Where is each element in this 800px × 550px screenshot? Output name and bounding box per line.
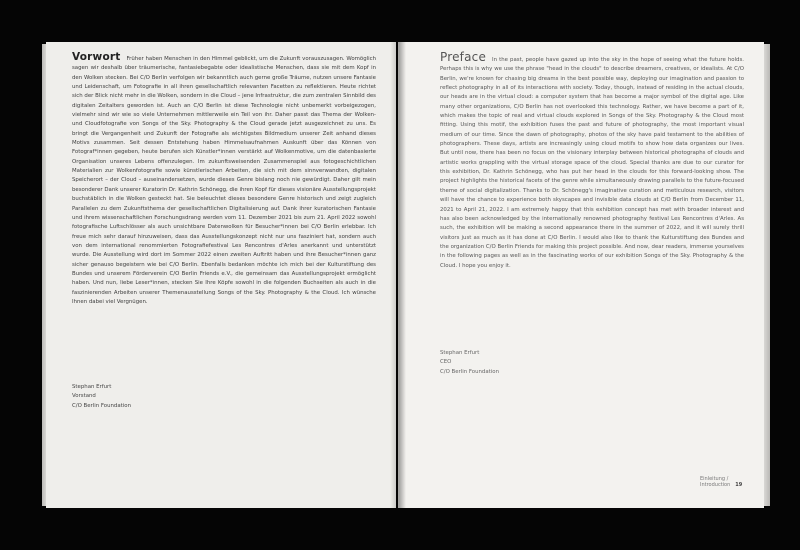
english-preface — [440, 50, 744, 271]
right-page — [398, 42, 764, 508]
heading-vorwort: Vorwort — [72, 51, 121, 63]
preface-body: In the past, people have gazed up into the sky in the hope of seeing what the future holds. Perhaps this is why we use the phrase "head in the clouds" to describe dreamers, creatives, or idealists. At C/O Berlin, we're known for chasing big dreams in the best possible way, deploying our imagination and passion to reflect photography in all of its interactions with society. Today, though, instead of residing in the actual clouds, our heads are in the virtual cloud: a computer system that has become a major symbol of the digital age. Like many other organizations, C/O Berlin has not overlooked this technology. Rather, we have become a part of it, which makes the topic of real and virtual clouds explored in Songs of the Sky. Photography & the Cloud most fitting. Using this motif, the exhibition fuses the past and future of photography, the most important visual medium of our time. Since the dawn of photography, photos of the sky have paid testament to the abilities of photographers. These days, artists are increasingly using cloud motifs to show how data organizes our lives. But until now, there has been no focus on the visionary interplay between historical photographs of clouds and artistic works grappling with the virtual storage space of the cloud. Special thanks are due to our curator for this exhibition, Dr. Kathrin Schönegg, who has put her head in the clouds for this forward-looking show. The project highlights the historical facets of the genre while simultaneously drawing parallels to the future-focused theme of social digitalization. Thanks to Dr. Schönegg's imaginative curation and meticulous research, visitors will have the chance to experience both skyscapes and invisible data clouds at C/O Berlin from December 11, 2021 to April 21, 2022. I am extremely happy that this exhibition concept has met with broader interest and has also been acknowledged by the internationally renowned photography festival Les Rencontres d'Arles. As such, the exhibition will be making a second appearance there in the summer of 2022, and it will surely thrill visitors just as much as it has done at C/O Berlin. I would also like to thank the Kulturstiftung des Bundes and the organization C/O Berlin Friends for making this project possible. And now, dear readers, immerse yourselves in the following pages as well as in the fascinating works of our exhibition Songs of the Sky. Photography & the Cloud. I hope you enjoy it. — [440, 57, 744, 269]
signature-org: C/O Berlin Foundation — [72, 402, 131, 409]
footer-section: Einleitung / Introduction — [700, 476, 731, 488]
german-foreword — [72, 53, 376, 307]
left-page — [46, 42, 396, 508]
page-stack-right-edge — [764, 44, 770, 506]
book-gutter — [390, 42, 406, 508]
foreword-body: Früher haben Menschen in den Himmel geblickt, um die Zukunft vorauszusagen. Womöglich sagen wir deshalb über träumerische, fantasiebegabte oder idealistische Menschen, dass sie mit dem Kopf in den Wolken stecken. Bei C/O Berlin verfolgen wir bekanntlich auch gerne große Träume, nutzen unsere Fantasie und Leidenschaft, um Fotografie in all ihren gesellschaftlich relevanten Facetten zu reflektieren. Heute richtet sich der Blick nicht mehr in die Wolken, sondern in die Cloud – jene Infrastruktur, die zum zentralen Sinnbild des digitalen Zeitalters geworden ist. Auch an C/O Berlin ist diese Technologie nicht unbemerkt vorbeigezogen, vielmehr sind wir wie so viele Unternehmen mittlerweile ein Teil von ihr. Daher passt das Thema der Wolken- und Cloudfotografie von Songs of the Sky. Photography & the Cloud gerade jetzt ausgezeichnet zu uns. Es bringt die Vergangenheit und Zukunft der Fotografie als wichtigstes Bildmedium unserer Zeit anhand dieses Motivs zusammen. Seit dessen Entstehung haben Himmelsaufnahmen Auskunft über das Können von Fotograf*innen gegeben, heute berufen sich Künstler*innen verstärkt auf Wolkenmotive, um die datenbasierte Organisation unseres Lebens offenzulegen. Im zukunftsweisenden Zusammenspiel aus fotogeschichtlichen Materialien zur Wolkenfotografie sowie künstlerischen Arbeiten, die sich mit dem sinnverwandten, digitalen Speicherort – der Cloud – auseinandersetzen, wurde dieses Genre bislang noch nie gewürdigt. Daher gilt mein besonderer Dank unserer Kuratorin Dr. Kathrin Schönegg, die ihren Kopf für dieses visionäre Ausstellungsprojekt buchstäblich in die Wolken gesteckt hat. Sie beleuchtet dieses besondere Genre historisch und zeigt zugleich Parallelen zu dem Zukunftsthema der gesellschaftlichen Digitalisierung auf. Dank ihrer kuratorischen Fantasie und ihrem wissenschaftlichen Forschungsdrang werden vom 11. Dezember 2021 bis zum 21. April 2022 sowohl fotografische Luftschlösser als auch unsichtbare Datenwolken für Besucher*innen bei C/O Berlin erlebbar. Ich freue mich sehr darauf hinzuweisen, dass das Ausstellungskonzept nicht nur uns fasziniert hat, sondern auch von dem international renommierten Fotografiefestival Les Rencontres d'Arles anerkannt und unterstützt wurde. Die Ausstellung wird dort im Sommer 2022 einen zweiten Auftritt haben und ihre Besucher*innen ganz sicher genauso begeistern wie bei C/O Berlin. Ebenfalls bedanken möchte ich mich bei der Kulturstiftung des Bundes und unserem Förderverein C/O Berlin Friends e.V., die gemeinsam das Ausstellungsprojekt ermöglicht haben. Und nun, liebe Leser*innen, stecken Sie Ihre Köpfe sowohl in die folgenden Buchseiten als auch in die faszinierenden Arbeiten unserer Themenausstellung Songs of the Sky. Photography & the Cloud. Ich wünsche Ihnen dabei viel Vergnügen. — [72, 56, 376, 305]
heading-preface: Preface — [440, 50, 487, 64]
signature-name: Stephan Erfurt — [72, 384, 112, 390]
page-number: 19 — [735, 482, 743, 488]
signature-name: Stephan Erfurt — [440, 350, 480, 356]
signature-org: C/O Berlin Foundation — [440, 368, 499, 375]
book-spread — [46, 42, 770, 508]
right-signature — [440, 349, 499, 377]
signature-title: CEO — [440, 359, 452, 366]
signature-title: Vorstand — [72, 393, 96, 400]
left-signature — [72, 383, 131, 411]
page-footer — [700, 476, 764, 488]
